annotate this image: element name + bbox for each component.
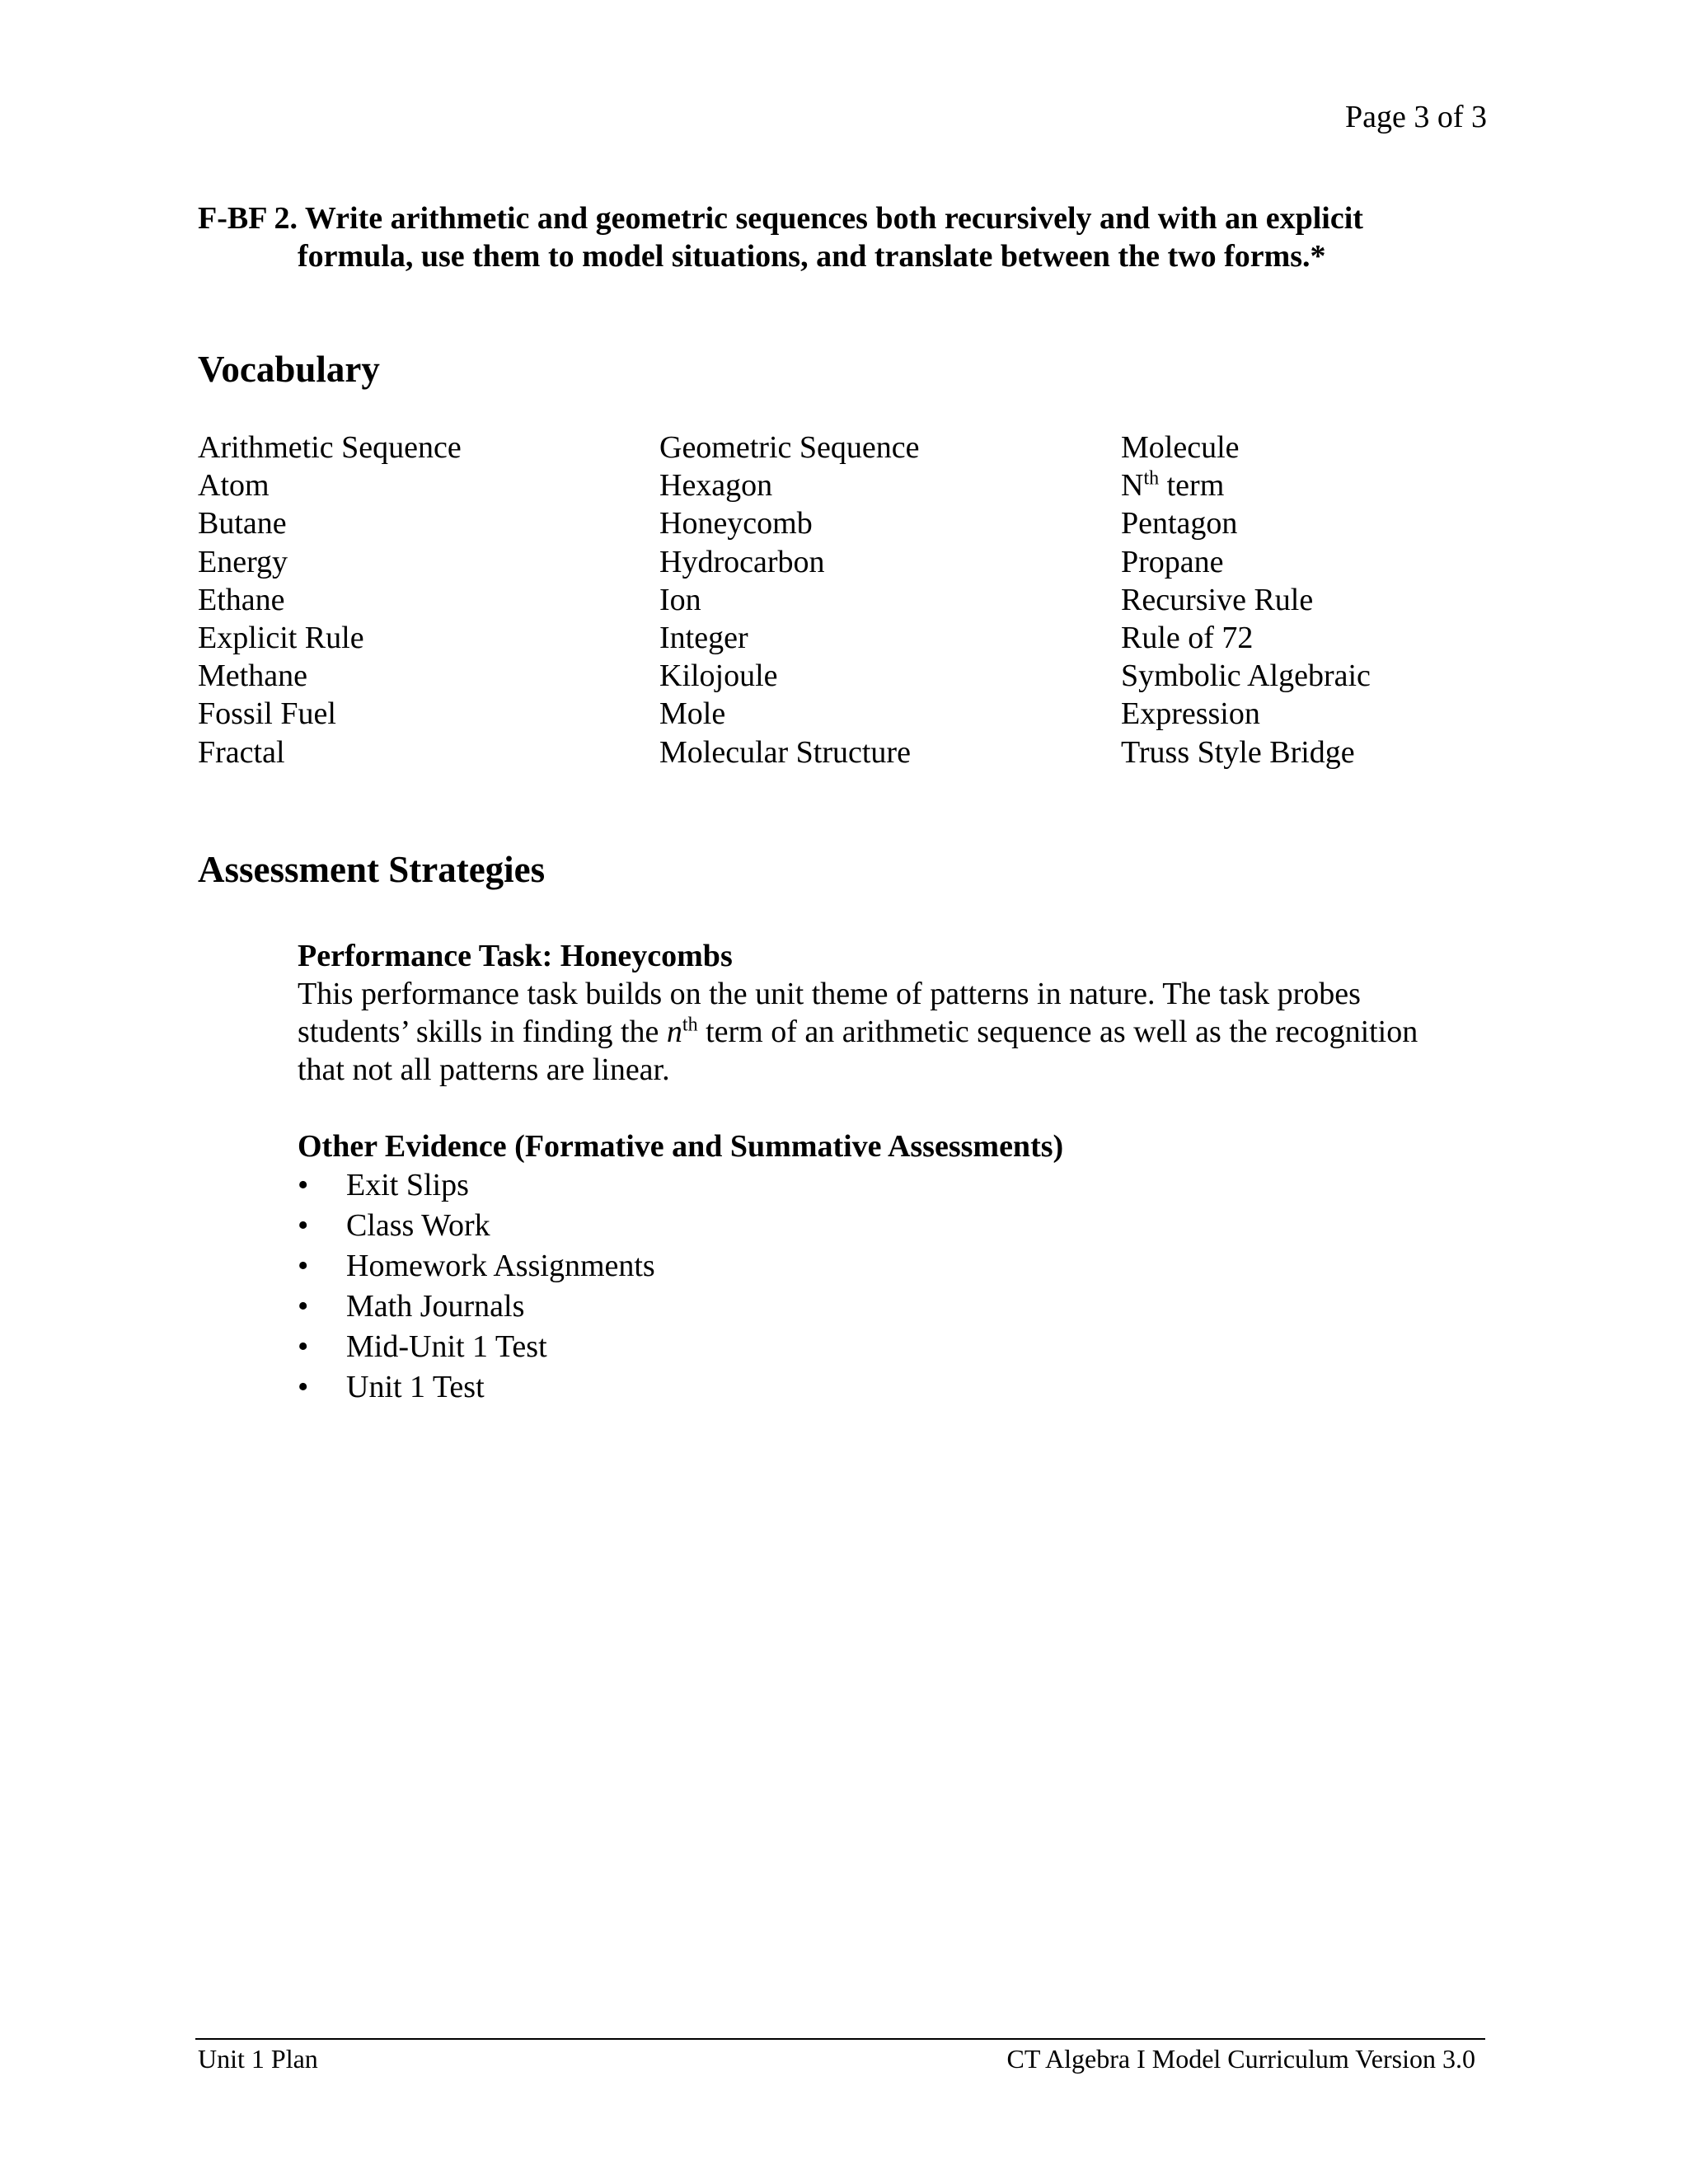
list-item-label: Class Work xyxy=(346,1208,490,1243)
vocabulary-heading: Vocabulary xyxy=(198,349,380,390)
vocab-term-nth xyxy=(1121,466,1371,504)
vocab-term: Truss Style Bridge xyxy=(1121,734,1355,770)
nth-rest: term xyxy=(1159,468,1225,504)
vocab-term: Molecular Structure xyxy=(659,734,911,770)
vocab-term: Kilojoule xyxy=(659,658,778,694)
vocab-term: Hexagon xyxy=(659,468,773,504)
other-evidence-title: Other Evidence (Formative and Summative Assessments) xyxy=(298,1129,1064,1164)
bullet-icon: • xyxy=(298,1370,309,1404)
list-item xyxy=(298,1206,655,1246)
vocabulary-column-3 xyxy=(1121,429,1371,771)
performance-task-description xyxy=(298,975,1509,1089)
vocab-term: Expression xyxy=(1121,696,1260,732)
vocab-term: Fossil Fuel xyxy=(198,696,336,732)
vocabulary-column-1 xyxy=(198,429,462,771)
vocab-term: Rule of 72 xyxy=(1121,621,1254,656)
vocab-term: Recursive Rule xyxy=(1121,582,1314,617)
page-number: Page 3 of 3 xyxy=(1344,100,1487,134)
footer-divider xyxy=(195,2038,1485,2040)
list-item xyxy=(298,1165,655,1206)
task-line-2 xyxy=(298,1013,1509,1051)
vocab-term: Integer xyxy=(659,621,748,656)
footer-curriculum-label: CT Algebra I Model Curriculum Version 3.0 xyxy=(1006,2044,1475,2074)
standard-line-2: formula, use them to model situations, and translate between the two forms.* xyxy=(298,239,1326,274)
vocab-term: Butane xyxy=(198,506,287,541)
task-line-1: This performance task builds on the unit theme of patterns in nature. The task probes xyxy=(298,977,1361,1011)
list-item-label: Mid-Unit 1 Test xyxy=(346,1329,547,1364)
standard-statement xyxy=(198,199,1517,275)
vocab-term: Arithmetic Sequence xyxy=(198,430,462,465)
vocab-term: Atom xyxy=(198,468,270,504)
vocab-term: Molecule xyxy=(1121,430,1240,465)
list-item-label: Math Journals xyxy=(346,1289,525,1324)
n-variable: n xyxy=(666,1015,682,1049)
list-item xyxy=(298,1327,655,1367)
footer-unit-label: Unit 1 Plan xyxy=(198,2044,318,2074)
bullet-icon: • xyxy=(298,1208,309,1243)
task-line-2-start: students’ skills in finding the xyxy=(298,1015,667,1049)
task-line-2-end: term of an arithmetic sequence as well as the recognition xyxy=(697,1015,1418,1049)
vocab-term: Hydrocarbon xyxy=(659,544,825,579)
vocab-term: Symbolic Algebraic xyxy=(1121,658,1371,694)
performance-task-title: Performance Task: Honeycombs xyxy=(298,939,733,973)
standard-line-1: F-BF 2. Write arithmetic and geometric sequences both recursively and with an explicit xyxy=(198,201,1363,236)
bullet-icon: • xyxy=(298,1249,309,1283)
vocab-term: Methane xyxy=(198,658,307,694)
vocab-term: Ion xyxy=(659,582,701,617)
evidence-list xyxy=(298,1165,655,1408)
vocabulary-column-2 xyxy=(659,429,919,771)
vocab-term: Ethane xyxy=(198,582,285,617)
nth-base: N xyxy=(1121,468,1144,504)
task-line-3: that not all patterns are linear. xyxy=(298,1052,670,1087)
assessment-heading: Assessment Strategies xyxy=(198,849,546,890)
vocab-term: Propane xyxy=(1121,544,1224,579)
vocab-term: Explicit Rule xyxy=(198,621,364,656)
list-item-label: Homework Assignments xyxy=(346,1249,655,1283)
vocab-term: Energy xyxy=(198,544,288,579)
bullet-icon: • xyxy=(298,1289,309,1324)
list-item-label: Exit Slips xyxy=(346,1168,469,1202)
bullet-icon: • xyxy=(298,1168,309,1202)
list-item-label: Unit 1 Test xyxy=(346,1370,485,1404)
list-item xyxy=(298,1367,655,1408)
nth-superscript: th xyxy=(1143,467,1160,490)
vocab-term: Mole xyxy=(659,696,726,732)
list-item xyxy=(298,1286,655,1327)
bullet-icon: • xyxy=(298,1329,309,1364)
list-item xyxy=(298,1246,655,1286)
vocab-term: Pentagon xyxy=(1121,506,1238,541)
vocab-term: Honeycomb xyxy=(659,506,813,541)
vocab-term: Geometric Sequence xyxy=(659,430,920,465)
vocab-term: Fractal xyxy=(198,734,285,770)
nth-superscript: th xyxy=(682,1014,698,1036)
